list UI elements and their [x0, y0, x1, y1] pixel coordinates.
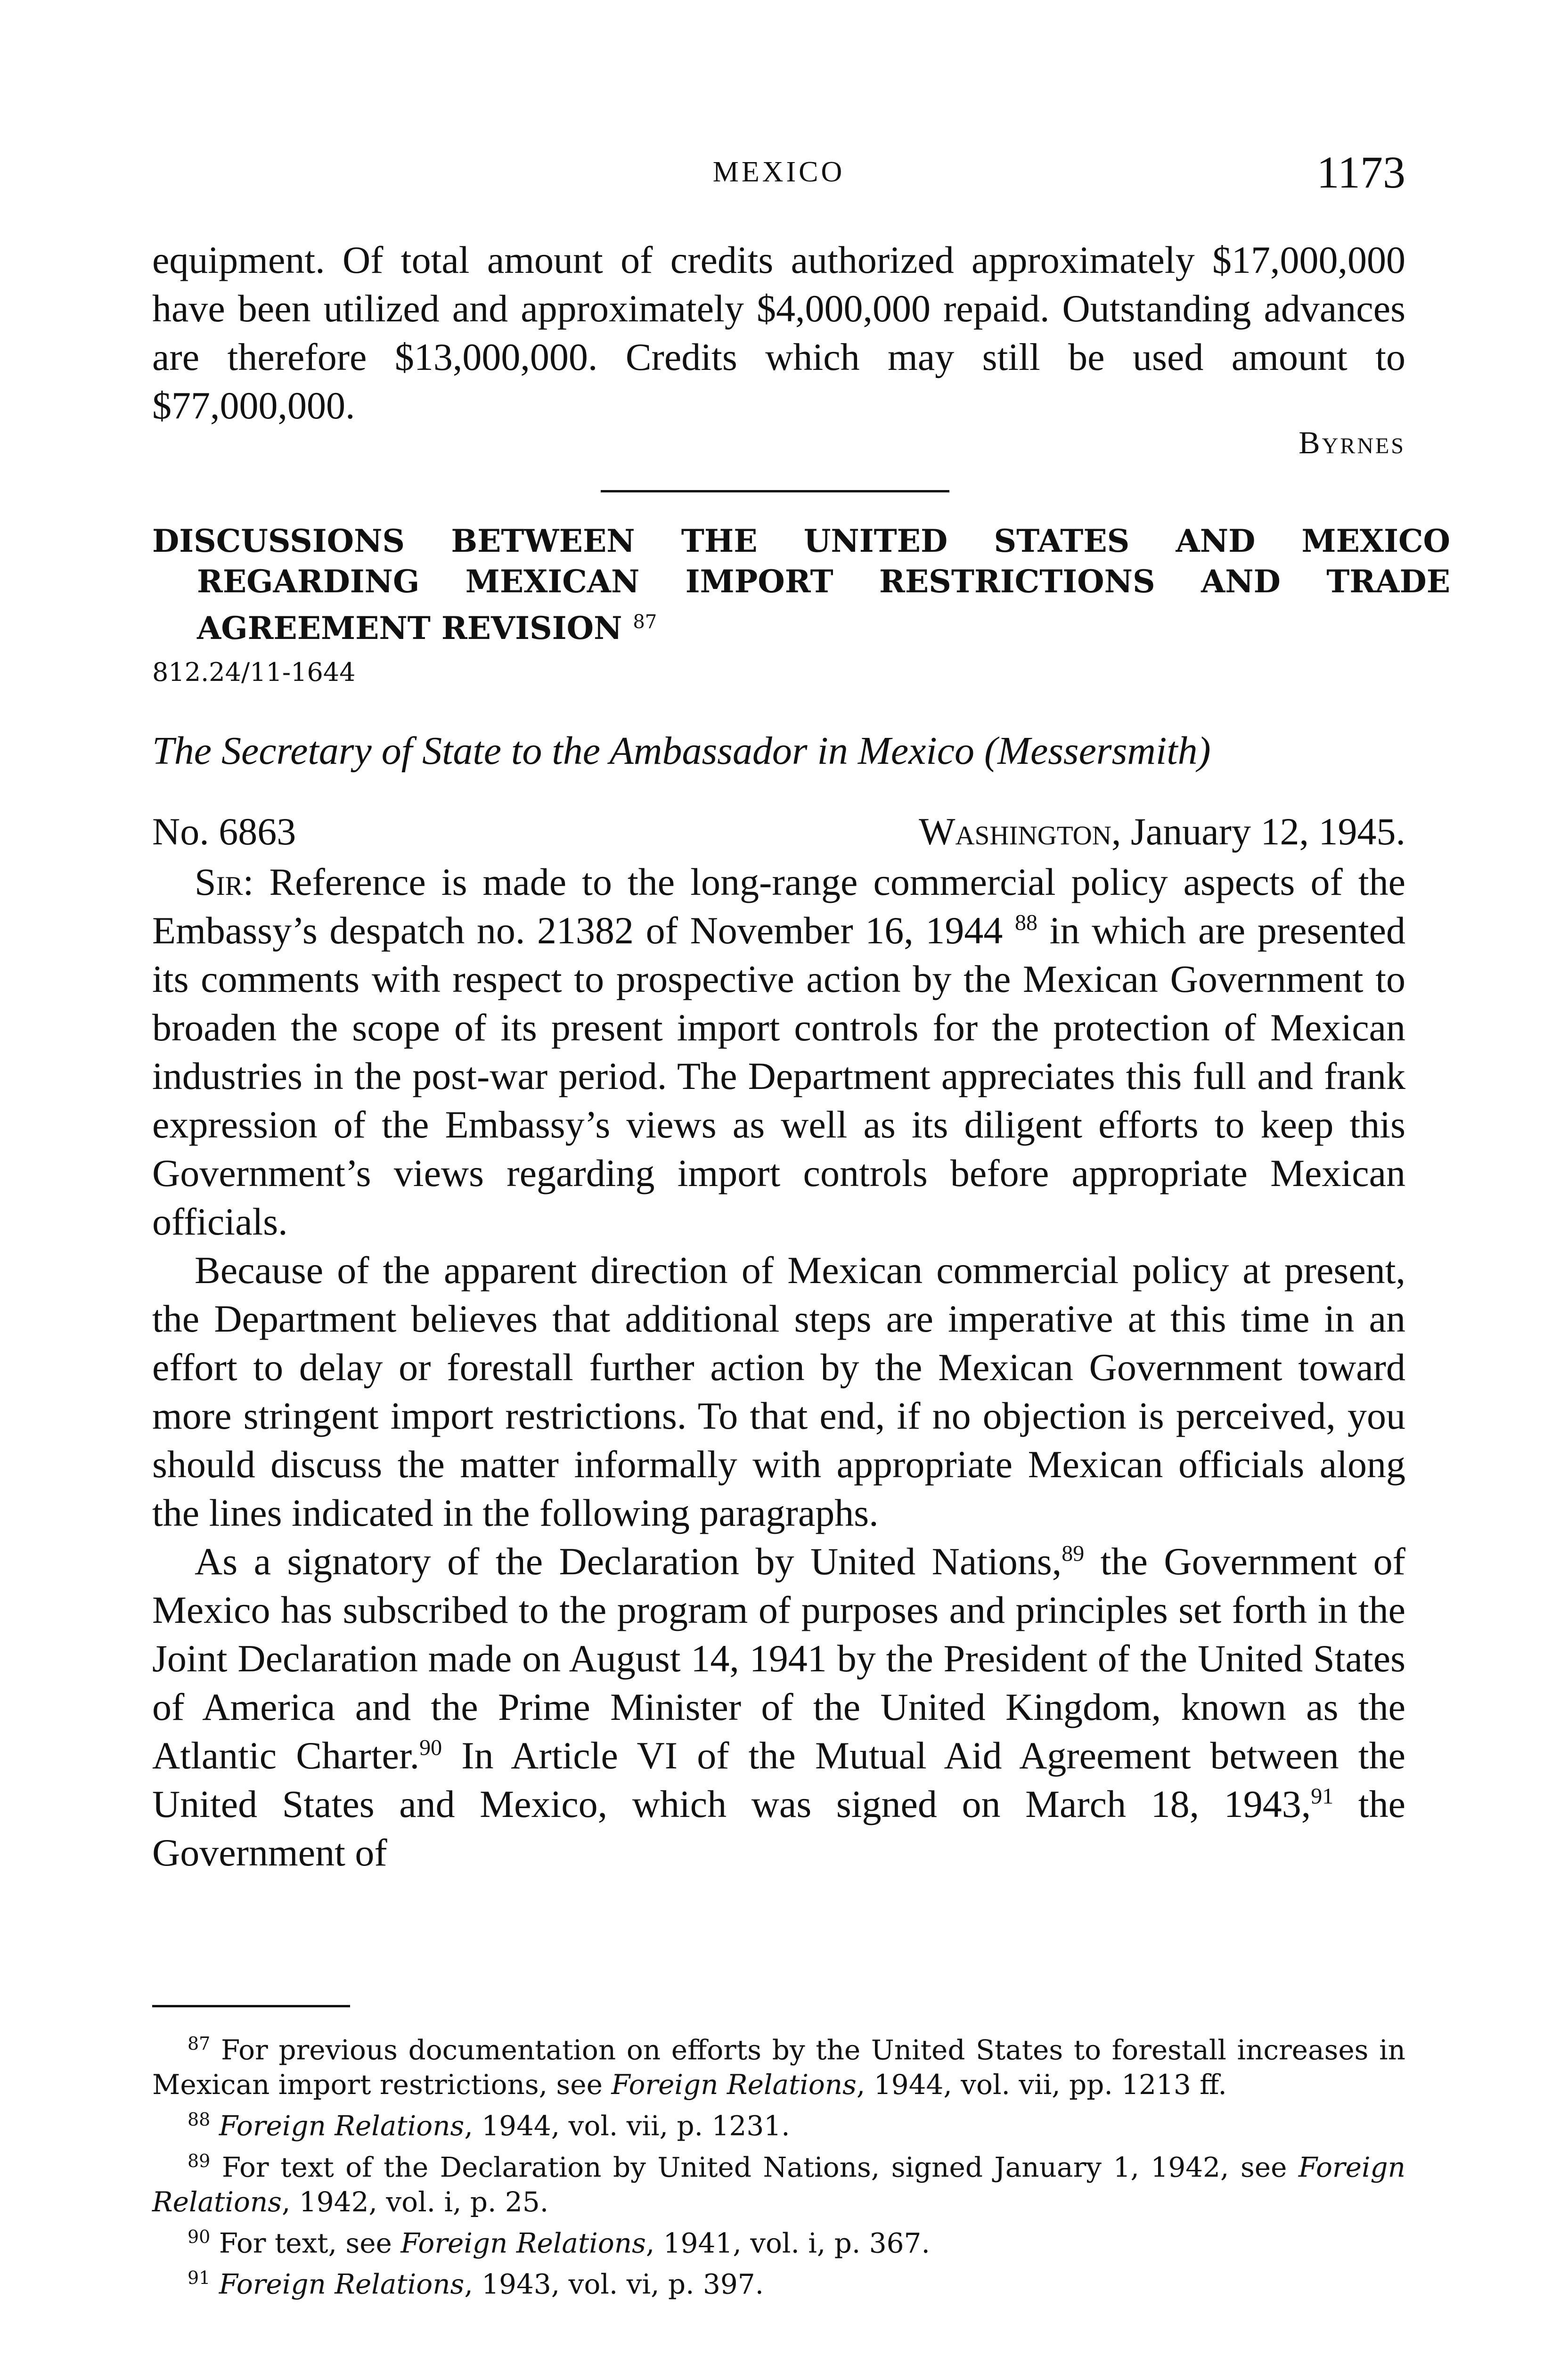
letter-p1-text-b: in which are presented its comments with respect to prospective action by the Mexican Government to broaden the scope of its present import controls for the protection of Mexican industries in the post-war period. The Department appreciates this full and frank expression of the Embassy’s views as well as its diligent efforts to keep this Government’s views regarding import controls before appropriate Mexican officials. — [152, 909, 1405, 1243]
footnote-91 — [152, 2260, 1405, 2301]
document-number-line — [152, 810, 1405, 854]
letter-p1-text-a: : Reference is made to the long-range commercial policy aspects of the Embassy’s despatch no. 21382 of November 16, 1944 — [152, 860, 1405, 952]
page-number: 1173 — [1316, 147, 1405, 197]
footnote-mark: 87 — [188, 2033, 211, 2054]
footnote-88 — [152, 2102, 1405, 2143]
footnote-citation: , 1942, vol. i, p. 25. — [282, 2185, 549, 2218]
letter-paragraph-1 — [152, 858, 1405, 1246]
footnotes — [152, 2026, 1405, 2302]
footnote-source: Foreign Relations — [611, 2069, 857, 2101]
footnote-89 — [152, 2143, 1405, 2219]
document-place: Washington — [919, 810, 1111, 853]
footnote-ref-88: 88 — [1015, 910, 1038, 935]
footnote-mark: 89 — [188, 2150, 211, 2171]
letter-paragraph-2: Because of the apparent direction of Mexican commercial policy at present, the Department believes that additional steps are imperative at this time in an effort to delay or forestall further action by the Mexican Government toward more stringent import restrictions. To that end, if no objection is perceived, you should discuss the matter informally with appropriate Mexican officials along the lines indicated in the following paragraphs. — [152, 1249, 1405, 1534]
footnote-citation: , 1944, vol. vii, p. 1231. — [464, 2110, 790, 2142]
footnote-ref-90: 90 — [419, 1735, 442, 1760]
footnote-mark: 90 — [188, 2226, 211, 2247]
footnote-mark: 88 — [188, 2109, 211, 2130]
footnote-90 — [152, 2219, 1405, 2260]
document-dateline — [919, 810, 1405, 854]
running-head — [152, 146, 1405, 203]
salutation: Sir — [195, 860, 243, 903]
footnote-source: Foreign Relations — [219, 2110, 465, 2142]
intro-paragraph: equipment. Of total amount of credits authorized approximately $17,000,000 have been utilized and approximately $4,000,000 repaid. Outstanding advances are therefore $13,000,000. Credits which may still be used amount to $77,000,000. — [152, 238, 1405, 427]
footnote-87 — [152, 2026, 1405, 2102]
file-number: 812.24/11-1644 — [152, 657, 356, 687]
document-date: , January 12, 1945. — [1111, 810, 1405, 853]
footnote-citation: , 1944, vol. vii, pp. 1213 ff. — [856, 2069, 1227, 2101]
footnote-ref-91: 91 — [1311, 1783, 1334, 1809]
footnote-divider — [152, 2005, 350, 2007]
footnote-text: For text of the Declaration by United Nations, signed January 1, 1942, see — [221, 2151, 1298, 2183]
letter-p3-text-c: In Article VI of the Mutual Aid Agreement between the United States and Mexico, which was signed on March 18, 1943, — [152, 1734, 1405, 1825]
letter-p3-text-a: As a signatory of the Declaration by United Nations, — [195, 1540, 1062, 1583]
footnote-ref-89: 89 — [1062, 1541, 1085, 1566]
letter-p3-text-d: the Government of — [152, 1783, 1405, 1874]
footnote-mark: 91 — [188, 2267, 211, 2289]
running-title: MEXICO — [712, 156, 845, 188]
letter-paragraph-3 — [152, 1537, 1405, 1877]
footnote-text: For previous documentation on efforts by the United States to forestall increases in Mexican import restrictions, see — [152, 2034, 1406, 2101]
letter-body — [152, 858, 1405, 1877]
document-title: The Secretary of State to the Ambassador in Mexico (Messersmith) — [152, 729, 1211, 773]
document-number: No. 6863 — [152, 810, 296, 853]
footnote-citation: , 1943, vol. vi, p. 397. — [464, 2268, 764, 2300]
section-heading-footnote-mark: 87 — [633, 611, 657, 633]
section-divider — [601, 490, 949, 492]
footnote-source: Foreign Relations — [219, 2268, 465, 2300]
footnote-source: Foreign Relations — [400, 2227, 646, 2259]
section-heading-text: DISCUSSIONS BETWEEN THE UNITED STATES AND MEXICO REGARDING MEXICAN IMPORT RESTRICTIONS AND TRADE AGREEMENT REVISION — [152, 523, 1450, 646]
footnote-citation: , 1941, vol. i, p. 367. — [645, 2227, 930, 2259]
section-heading — [152, 521, 1450, 648]
intro-signature: Byrnes — [1298, 425, 1405, 460]
letter-p3-text-b: the Government of Mexico has subscribed to the program of purposes and principles set forth in the Joint Declaration made on August 14, 1941 by the President of the United States of America and the Prime Minister of the United Kingdom, known as the Atlantic Charter. — [152, 1540, 1405, 1777]
footnote-text: For text, see — [219, 2227, 401, 2259]
footnote-source: Foreign Relations — [152, 2151, 1405, 2218]
